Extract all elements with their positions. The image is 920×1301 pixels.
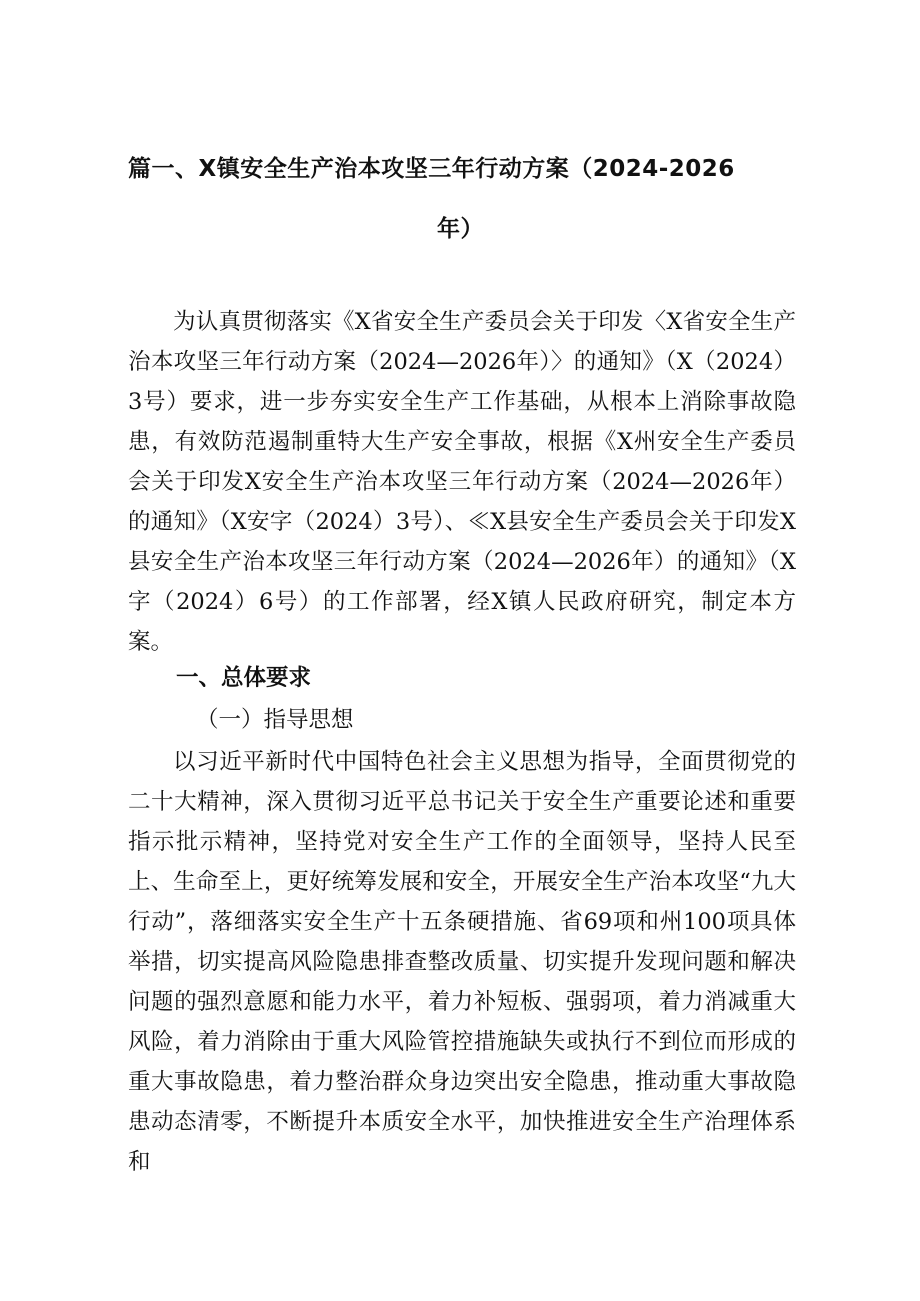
subsection-heading-guiding-ideology: （一）指导思想 — [196, 707, 354, 733]
document-title-line-1: 篇一、X镇安全生产治本攻坚三年行动方案（2024-2026 — [128, 156, 735, 182]
section-heading-overall-requirements: 一、总体要求 — [176, 665, 312, 691]
intro-paragraph: 为认真贯彻落实《X省安全生产委员会关于印发〈X省安全生产治本攻坚三年行动方案（2024—2026年）〉的通知》（X（2024）3号）要求，进一步夯实安全生产工作基础，从根本上消除事故隐患，有效防范遏制重特大生产安全事故，根据《X州安全生产委员会关于印发X安全生产治本攻坚三年行动方案（2024—2026年）的通知》（X安字（2024）3号）、≪X县安全生产委员会关于印发X县安全生产治本攻坚三年行动方案（2024—2026年）的通知》（X字（2024）6号）的工作部署，经X镇人民政府研究，制定本方案。 — [128, 309, 796, 655]
guiding-ideology-paragraph: 以习近平新时代中国特色社会主义思想为指导，全面贯彻党的二十大精神，深入贯彻习近平总书记关于安全生产重要论述和重要指示批示精神，坚持党对安全生产工作的全面领导，坚持人民至上、生命至上，更好统筹发展和安全，开展安全生产治本攻坚“九大行动”，落细落实安全生产十五条硬措施、省69项和州100项具体举措，切实提高风险隐患排查整改质量、切实提升发现问题和解决问题的强烈意愿和能力水平，着力补短板、强弱项，着力消减重大风险，着力消除由于重大风险管控措施缺失或执行不到位而形成的重大事故隐患，着力整治群众身边突出安全隐患，推动重大事故隐患动态清零，不断提升本质安全水平，加快推进安全生产治理体系和 — [128, 749, 796, 1175]
document-title-line-2: 年） — [437, 216, 484, 242]
